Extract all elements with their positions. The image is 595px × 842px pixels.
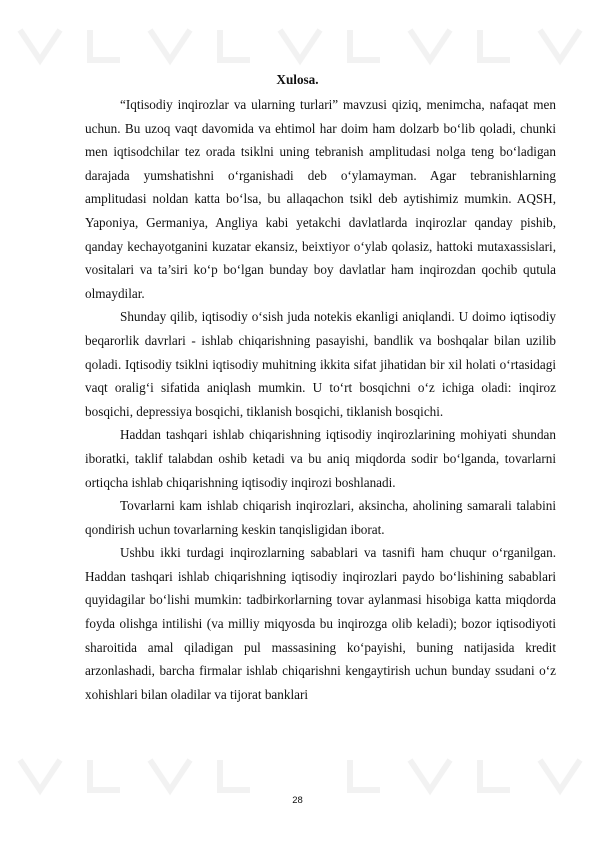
document-body — [85, 93, 556, 706]
paragraph-3: Haddan tashqari ishlab chiqarishning iqtisodiy inqirozlarining mohiyati shundan iboratki, taklif talabdan oshib ketadi va bu aniq miqdorda sodir bo‘lganda, tovarlarni ortiqcha ishlab chiqarishning iqtisodiy inqirozi boshlanadi. — [85, 427, 556, 490]
document-title: Xulosa. — [276, 72, 319, 87]
paragraph-4: Tovarlarni kam ishlab chiqarish inqirozlari, aksincha, aholining samarali talabini qondirish uchun tovarlarning keskin tanqisligidan iborat. — [85, 498, 556, 537]
paragraph-1: “Iqtisodiy inqirozlar va ularning turlari” mavzusi qiziq, menimcha, nafaqat men uchun. Bu uzoq vaqt davomida va ehtimol har doim ham dolzarb bo‘lib qoladi, chunki men iqtisodchilar tez orada tsiklni uning tebranish amplitudasi nolga teng bo‘ladigan darajada yumshatishni o‘rganishadi deb o‘ylamayman. Agar tebranishlarning amplitudasi noldan katta bo‘lsa, bu allaqachon tsikl deb aytishimiz mumkin. AQSH, Yaponiya, Germaniya, Angliya kabi yetakchi davlatlarda inqirozlar qanday pishib, qanday kechayotganini kuzatar ekansiz, beixtiyor o‘ylab qolasiz, hattoki mutaxassislari, vositalari va ta’siri ko‘p bo‘lgan bunday boy davlatlar ham inqirozdan qochib qutula olmaydilar. — [85, 97, 556, 301]
paragraph-5: Ushbu ikki turdagi inqirozlarning sabablari va tasnifi ham chuqur o‘rganilgan. Haddan tashqari ishlab chiqarishning iqtisodiy inqirozlari paydo bo‘lishining sabablari quyidagilar bo‘lishi mumkin: tadbirkorlarning tovar aylanmasi hisobiga katta miqdorda foyda olishga intilishi (va milliy miqyosda bu inqirozga olib keladi); bozor iqtisodiyoti sharoitida amal qiladigan pul massasining ko‘payishi, buning natijasida kredit arzonlashadi, barcha firmalar ishlab chiqarishni kengaytirish uchun bunday ssudani o‘z xohishlari bilan oladilar va tijorat banklari — [85, 545, 556, 702]
page-number: 28 — [292, 795, 303, 806]
paragraph-2: Shunday qilib, iqtisodiy o‘sish juda notekis ekanligi aniqlandi. U doimo iqtisodiy beqarorlik davrlari - ishlab chiqarishning pasayishi, bandlik va boshqalar bilan uzilib qoladi. Iqtisodiy tsiklni iqtisodiy muhitning ikkita sifat jihatidan bir xil holati o‘rtasidagi vaqt oralig‘i sifatida aniqlash mumkin. U to‘rt bosqichni o‘z ichiga oladi: inqiroz bosqichi, depressiya bosqichi, tiklanish bosqichi, tiklanish bosqichi. — [85, 309, 556, 419]
